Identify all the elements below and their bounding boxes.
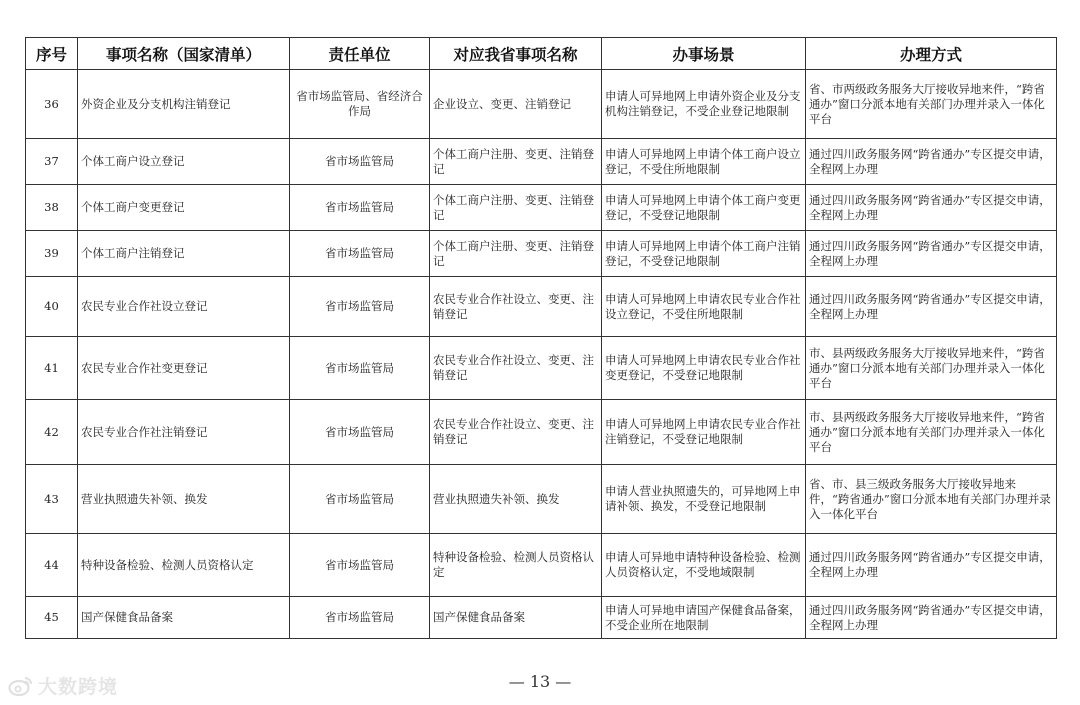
table-row [26,277,1057,337]
page-number: — 13 — [508,672,572,691]
cell-province-item: 特种设备检验、检测人员资格认定 [430,534,602,597]
cell-seq: 45 [26,597,78,639]
cell-scene: 申请人可异地网上申请农民专业合作社设立登记，不受住所地限制 [602,277,806,337]
cell-province-item: 营业执照遗失补领、换发 [430,465,602,534]
cell-province-item: 个体工商户注册、变更、注销登记 [430,231,602,277]
cell-seq: 39 [26,231,78,277]
table-row [26,400,1057,465]
cell-method: 省、市、县三级政务服务大厅接收异地来件，“跨省通办”窗口分派本地有关部门办理并录入一体化平台 [806,465,1057,534]
header-method: 办理方式 [806,38,1057,70]
cell-scene: 申请人可异地网上申请农民专业合作社变更登记，不受登记地限制 [602,337,806,400]
cell-method: 省、市两级政务服务大厅接收异地来件，“跨省通办”窗口分派本地有关部门办理并录入一体化平台 [806,70,1057,139]
cell-item-name: 农民专业合作社注销登记 [78,400,290,465]
cell-province-item: 个体工商户注册、变更、注销登记 [430,139,602,185]
cell-scene: 申请人可异地网上申请个体工商户设立登记，不受住所地限制 [602,139,806,185]
cell-unit: 省市场监管局 [290,185,430,231]
cell-seq: 43 [26,465,78,534]
cell-method: 市、县两级政务服务大厅接收异地来件，“跨省通办”窗口分派本地有关部门办理并录入一体化平台 [806,400,1057,465]
cell-seq: 44 [26,534,78,597]
cell-seq: 42 [26,400,78,465]
cell-unit: 省市场监管局 [290,465,430,534]
table-row [26,139,1057,185]
cell-seq: 41 [26,337,78,400]
cell-item-name: 农民专业合作社设立登记 [78,277,290,337]
cell-item-name: 个体工商户设立登记 [78,139,290,185]
table-row [26,231,1057,277]
cell-method: 通过四川政务服务网“跨省通办”专区提交申请，全程网上办理 [806,139,1057,185]
cell-scene: 申请人可异地网上申请个体工商户注销登记，不受登记地限制 [602,231,806,277]
cell-unit: 省市场监管局 [290,534,430,597]
cell-item-name: 国产保健食品备案 [78,597,290,639]
cell-item-name: 特种设备检验、检测人员资格认定 [78,534,290,597]
cell-seq: 37 [26,139,78,185]
table-row [26,597,1057,639]
header-seq: 序号 [26,38,78,70]
cell-unit: 省市场监管局、省经济合作局 [290,70,430,139]
table-row [26,337,1057,400]
table-row [26,70,1057,139]
cell-province-item: 国产保健食品备案 [430,597,602,639]
cell-method: 通过四川政务服务网“跨省通办”专区提交申请，全程网上办理 [806,534,1057,597]
header-item-name: 事项名称（国家清单） [78,38,290,70]
cell-seq: 36 [26,70,78,139]
table-row [26,534,1057,597]
cell-scene: 申请人可异地网上申请农民专业合作社注销登记，不受登记地限制 [602,400,806,465]
header-province-item: 对应我省事项名称 [430,38,602,70]
cell-seq: 38 [26,185,78,231]
cell-unit: 省市场监管局 [290,231,430,277]
header-responsible-unit: 责任单位 [290,38,430,70]
matters-table [25,37,1057,639]
cell-scene: 申请人可异地申请国产保健食品备案，不受企业所在地限制 [602,597,806,639]
cell-province-item: 农民专业合作社设立、变更、注销登记 [430,400,602,465]
cell-unit: 省市场监管局 [290,400,430,465]
watermark-text: 大数跨境 [38,676,119,698]
cell-method: 通过四川政务服务网“跨省通办”专区提交申请，全程网上办理 [806,277,1057,337]
cell-province-item: 农民专业合作社设立、变更、注销登记 [430,337,602,400]
cell-unit: 省市场监管局 [290,337,430,400]
cell-scene: 申请人可异地网上申请外资企业及分支机构注销登记，不受企业登记地限制 [602,70,806,139]
cell-province-item: 农民专业合作社设立、变更、注销登记 [430,277,602,337]
cell-item-name: 个体工商户变更登记 [78,185,290,231]
cell-method: 市、县两级政务服务大厅接收异地来件，“跨省通办”窗口分派本地有关部门办理并录入一体化平台 [806,337,1057,400]
cell-item-name: 外资企业及分支机构注销登记 [78,70,290,139]
table-row [26,185,1057,231]
cell-unit: 省市场监管局 [290,139,430,185]
cell-unit: 省市场监管局 [290,597,430,639]
cell-item-name: 个体工商户注销登记 [78,231,290,277]
header-row [26,38,1057,70]
cell-scene: 申请人可异地网上申请个体工商户变更登记，不受登记地限制 [602,185,806,231]
cell-scene: 申请人可异地申请特种设备检验、检测人员资格认定，不受地域限制 [602,534,806,597]
cell-method: 通过四川政务服务网“跨省通办”专区提交申请，全程网上办理 [806,185,1057,231]
cell-seq: 40 [26,277,78,337]
cell-scene: 申请人营业执照遗失的，可异地网上申请补领、换发，不受登记地限制 [602,465,806,534]
table-row [26,465,1057,534]
cell-method: 通过四川政务服务网“跨省通办”专区提交申请，全程网上办理 [806,231,1057,277]
cell-item-name: 农民专业合作社变更登记 [78,337,290,400]
header-scene: 办事场景 [602,38,806,70]
cell-province-item: 企业设立、变更、注销登记 [430,70,602,139]
cell-province-item: 个体工商户注册、变更、注销登记 [430,185,602,231]
cell-item-name: 营业执照遗失补领、换发 [78,465,290,534]
cell-unit: 省市场监管局 [290,277,430,337]
cell-method: 通过四川政务服务网“跨省通办”专区提交申请，全程网上办理 [806,597,1057,639]
